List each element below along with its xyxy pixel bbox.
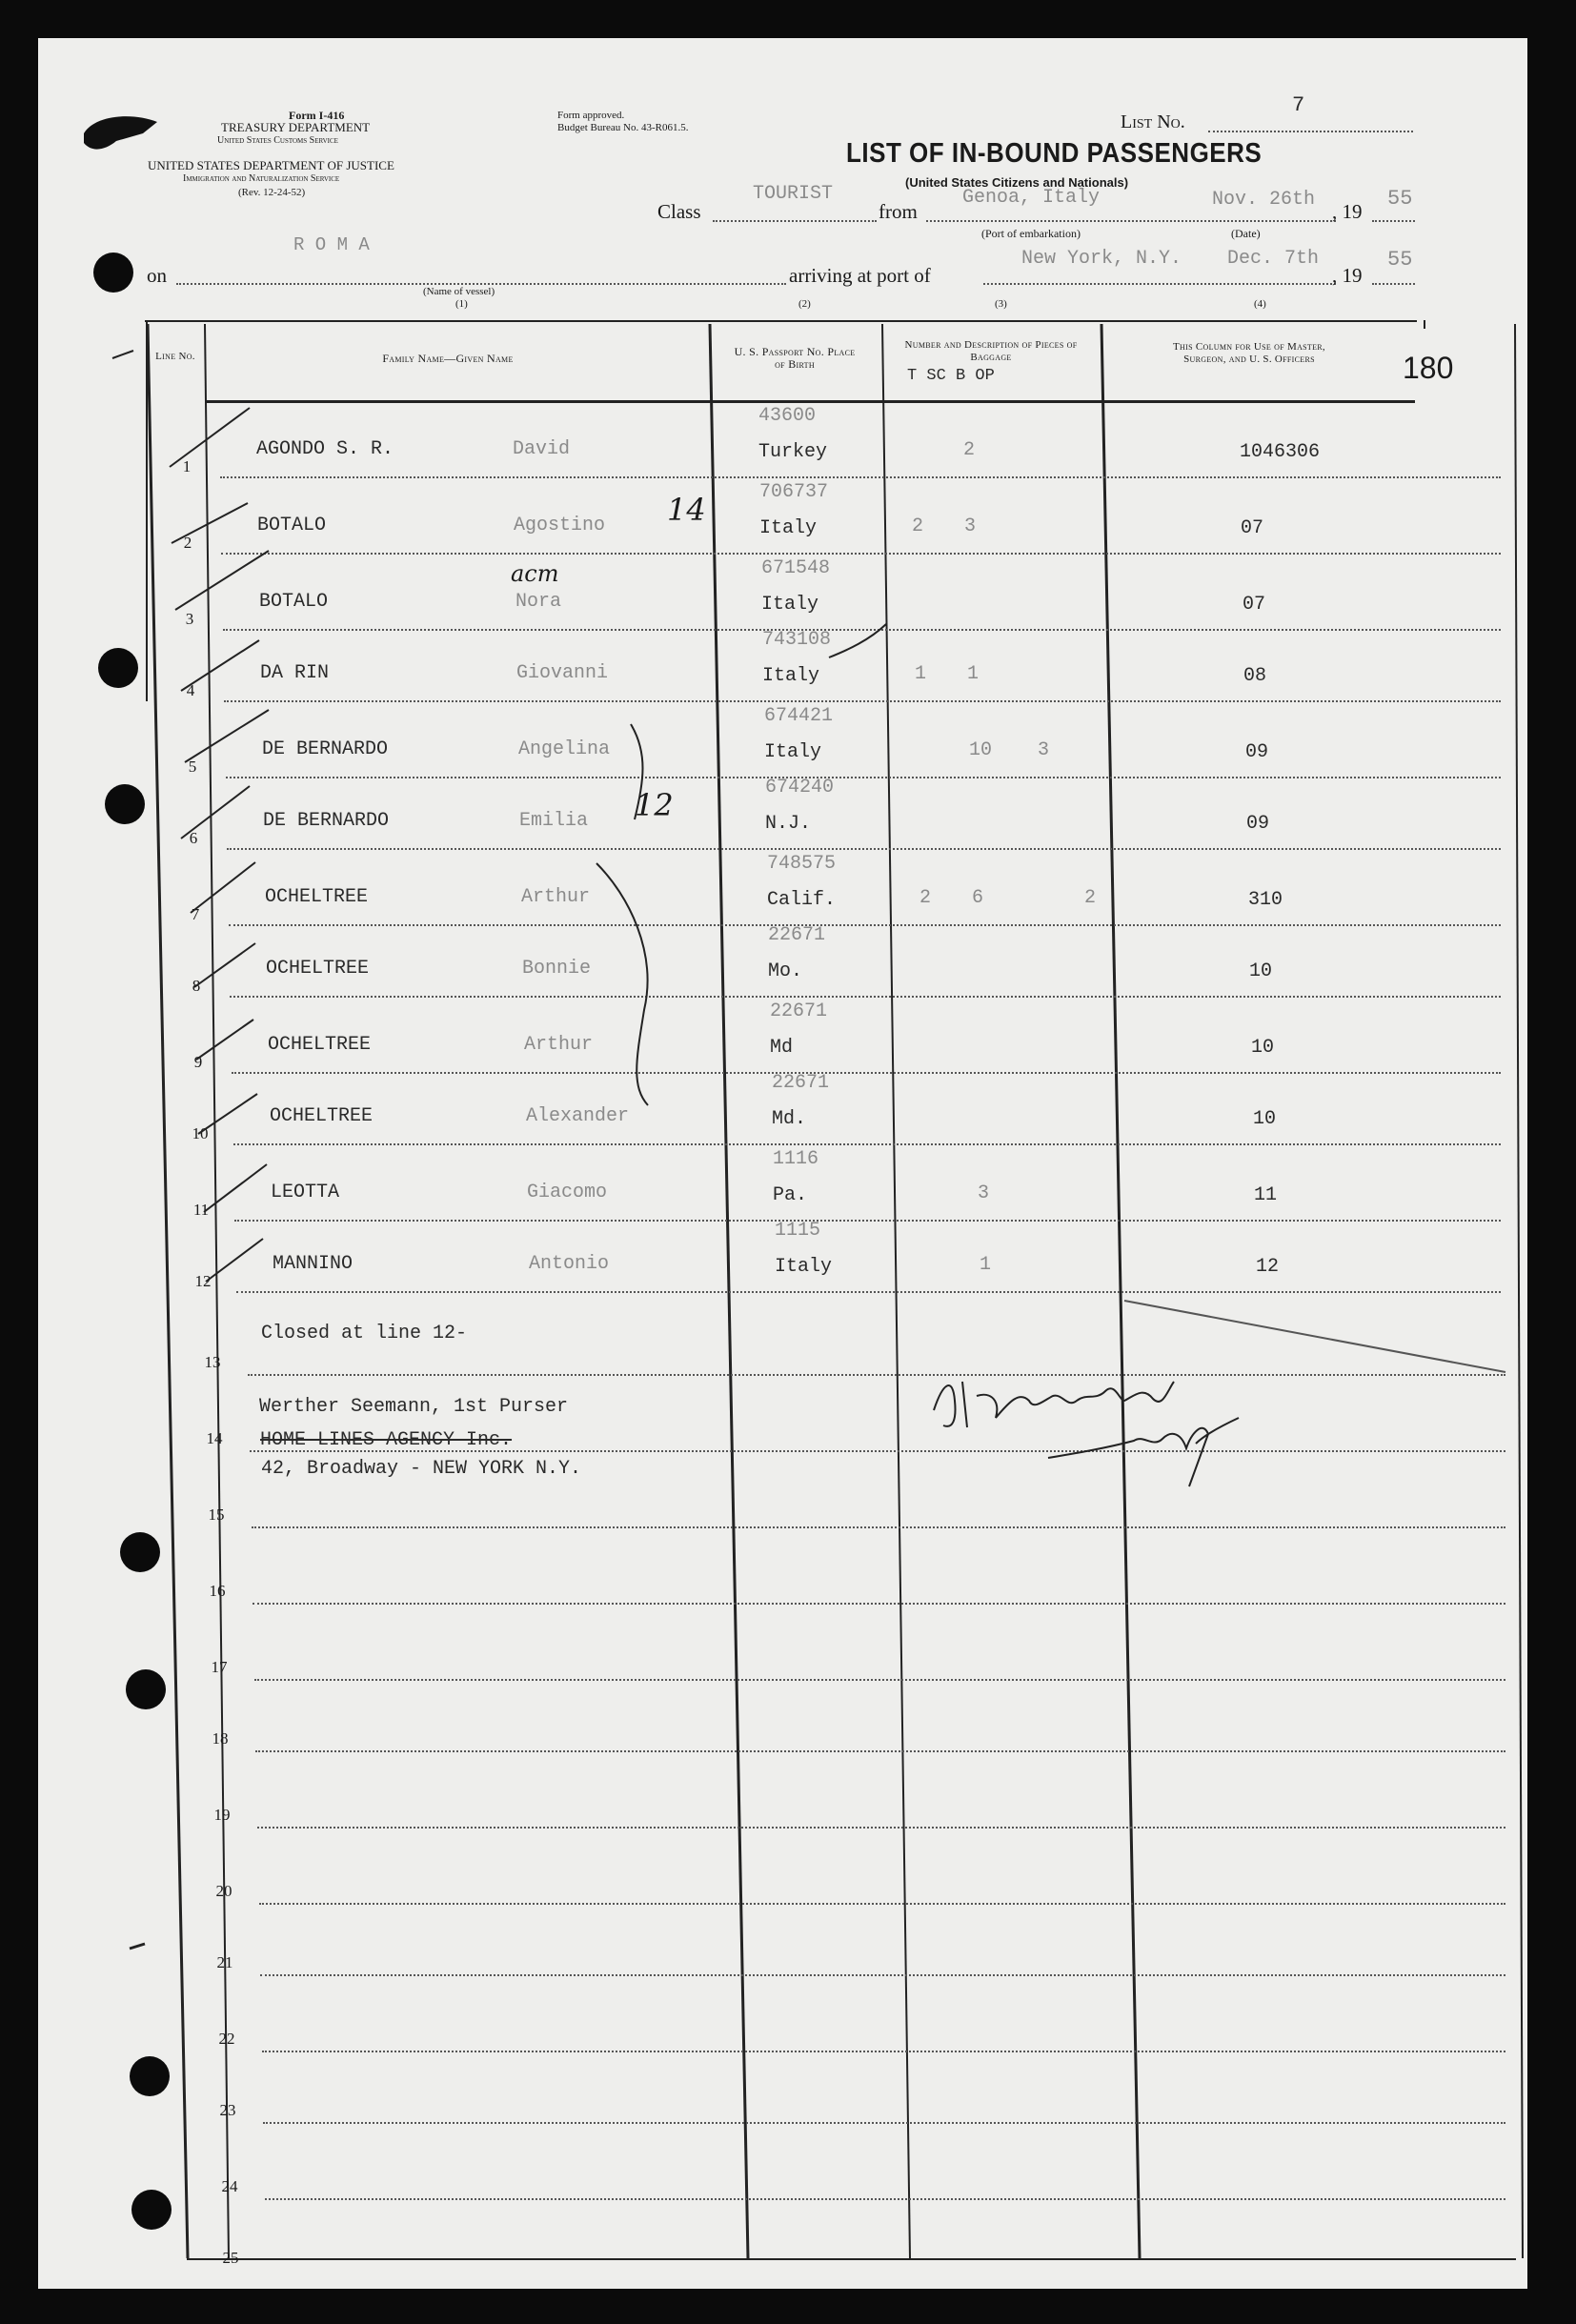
passport-number: 674421 — [764, 705, 834, 727]
place-of-birth: Mo. — [768, 960, 803, 982]
line-number: 19 — [213, 1806, 231, 1824]
col-caption-2: (2) — [798, 298, 811, 310]
class-value: TOURIST — [753, 183, 834, 205]
line-number: 12 — [194, 1272, 212, 1290]
officer-use: 10 — [1253, 1108, 1277, 1130]
line-number: 8 — [192, 977, 201, 995]
line-number: 10 — [192, 1124, 209, 1142]
budget-bureau: Budget Bureau No. 43-R061.5. — [557, 122, 689, 133]
officer-use: 10 — [1251, 1037, 1275, 1059]
line-number: 1 — [182, 457, 192, 475]
family-name: OCHELTREE — [270, 1105, 374, 1127]
col-header-baggage-sub: T SC B OP — [907, 367, 995, 385]
col-caption-4: (4) — [1254, 298, 1266, 310]
date-caption: (Date) — [1231, 227, 1261, 240]
baggage-sc: 1 — [980, 1254, 992, 1276]
officer-use: 07 — [1241, 517, 1264, 539]
officer-use: 08 — [1243, 665, 1267, 687]
col-caption-1: (1) — [455, 298, 468, 310]
officer-use: 07 — [1243, 594, 1266, 616]
place-of-birth: Italy — [761, 594, 819, 616]
baggage-op: 2 — [1084, 887, 1097, 909]
year1-value: 55 — [1387, 187, 1413, 211]
line-number: 4 — [186, 681, 195, 699]
line-number: 5 — [188, 758, 197, 776]
family-name: DE BERNARDO — [262, 738, 389, 760]
class-label: Class — [657, 200, 701, 223]
passport-number: 1116 — [773, 1148, 819, 1170]
list-subtitle: (United States Citizens and Nationals) — [905, 175, 1129, 190]
family-name: MANNINO — [273, 1253, 354, 1275]
line-number: 25 — [222, 2249, 239, 2267]
officer-use: 12 — [1256, 1256, 1280, 1278]
year1-prefix: , 19 — [1332, 200, 1363, 223]
line-number: 6 — [189, 829, 198, 847]
justice-dept: UNITED STATES DEPARTMENT OF JUSTICE — [148, 158, 394, 172]
baggage-sc: 3 — [964, 515, 977, 537]
form-approved: Form approved. — [557, 110, 625, 121]
passport-number: 22671 — [770, 1000, 828, 1022]
col-header-line-no: Line No. — [155, 351, 195, 362]
officer-use: 310 — [1248, 889, 1283, 911]
place-of-birth: Italy — [764, 741, 822, 763]
line-number: 16 — [209, 1582, 226, 1600]
given-name: David — [513, 438, 571, 460]
given-name: Emilia — [519, 810, 589, 832]
col-header-name: Family Name—Given Name — [382, 352, 514, 365]
handwritten-14: 14 — [667, 492, 706, 528]
family-name: OCHELTREE — [265, 886, 369, 908]
vessel-caption: (Name of vessel) — [423, 286, 495, 297]
given-name: Nora — [515, 591, 562, 613]
ins-service: Immigration and Naturalization Service — [183, 173, 340, 184]
line-number: 22 — [218, 2030, 235, 2048]
place-of-birth: Calif. — [767, 889, 837, 911]
baggage-t: 1 — [915, 663, 927, 685]
given-name: Arthur — [524, 1034, 594, 1056]
family-name: LEOTTA — [271, 1182, 340, 1203]
baggage-sc: 10 — [969, 739, 993, 761]
baggage-sc: 2 — [963, 439, 976, 461]
col-header-officers: This Column for Use of Master, Surgeon, and U. S. Officers — [1173, 341, 1325, 365]
place-of-birth: Pa. — [773, 1184, 808, 1206]
agency-address: 42, Broadway - NEW YORK N.Y. — [261, 1458, 582, 1480]
passport-number: 1115 — [775, 1220, 821, 1242]
baggage-t: 2 — [912, 515, 924, 537]
line-number: 14 — [206, 1429, 223, 1447]
from-value: Genoa, Italy — [962, 187, 1101, 209]
family-name: DA RIN — [260, 662, 330, 684]
line-number: 9 — [193, 1053, 203, 1071]
given-name: Antonio — [529, 1253, 610, 1275]
baggage-b: 3 — [1038, 739, 1050, 761]
handwritten-acm: acm — [511, 560, 559, 587]
baggage-sc: 1 — [967, 663, 980, 685]
place-of-birth: Italy — [759, 517, 818, 539]
passport-number: 743108 — [762, 629, 832, 651]
date2-value: Dec. 7th — [1227, 248, 1320, 270]
given-name: Giacomo — [527, 1182, 608, 1203]
place-of-birth: Md — [770, 1037, 794, 1059]
line-number: 17 — [211, 1658, 228, 1676]
line-number: 20 — [215, 1882, 232, 1900]
family-name: BOTALO — [259, 591, 329, 613]
year2-value: 55 — [1387, 248, 1413, 272]
place-of-birth: Md. — [772, 1108, 807, 1130]
vessel-name: R O M A — [293, 234, 370, 255]
line-number: 24 — [221, 2177, 238, 2195]
passport-number: 22671 — [772, 1072, 830, 1094]
port-caption: (Port of embarkation) — [981, 227, 1081, 240]
family-name: DE BERNARDO — [263, 810, 390, 832]
list-title: LIST OF IN-BOUND PASSENGERS — [846, 136, 1263, 169]
place-of-birth: Italy — [775, 1256, 833, 1278]
family-name: AGONDO S. R. — [256, 438, 394, 460]
form-number: Form I-416 — [289, 109, 345, 122]
place-of-birth: N.J. — [765, 813, 812, 835]
col-header-baggage: Number and Description of Pieces of Baggage — [904, 339, 1078, 363]
customs-service: United States Customs Service — [217, 135, 338, 146]
baggage-sc: 3 — [978, 1182, 990, 1204]
from-label: from — [879, 200, 918, 223]
line-number: 21 — [216, 1953, 233, 1971]
family-name: OCHELTREE — [266, 958, 370, 980]
place-of-birth: Turkey — [758, 441, 828, 463]
year2-prefix: , 19 — [1332, 264, 1363, 287]
line-number: 23 — [219, 2101, 236, 2119]
officer-use: 1046306 — [1240, 441, 1321, 463]
baggage-sc: 6 — [972, 887, 984, 909]
col-header-passport: U. S. Passport No. Place of Birth — [734, 345, 856, 371]
form-revision: (Rev. 12-24-52) — [238, 187, 306, 198]
passport-number: 674240 — [765, 777, 835, 798]
treasury-dept: TREASURY DEPARTMENT — [221, 120, 371, 134]
line-number: 13 — [204, 1353, 221, 1371]
list-no-label: List No. — [1121, 111, 1185, 132]
officer-use: 11 — [1254, 1184, 1278, 1206]
family-name: OCHELTREE — [268, 1034, 372, 1056]
given-name: Agostino — [514, 515, 606, 536]
agency-name: HOME LINES AGENCY Inc. — [260, 1429, 513, 1451]
closed-at-line: Closed at line 12- — [261, 1323, 468, 1344]
passport-number: 22671 — [768, 924, 826, 946]
line-number: 2 — [183, 534, 192, 552]
line-number: 15 — [208, 1506, 225, 1524]
place-of-birth: Italy — [762, 665, 820, 687]
given-name: Arthur — [521, 886, 591, 908]
officer-use: 10 — [1249, 960, 1273, 982]
list-no-value: 7 — [1292, 93, 1305, 117]
line-number: 3 — [185, 610, 194, 628]
line-number: 18 — [212, 1729, 229, 1748]
col-caption-3: (3) — [995, 298, 1007, 310]
given-name: Bonnie — [522, 958, 592, 980]
officer-use: 09 — [1245, 741, 1269, 763]
family-name: BOTALO — [257, 515, 327, 536]
given-name: Alexander — [526, 1105, 630, 1127]
passport-number: 671548 — [761, 557, 831, 579]
line-number: 11 — [192, 1201, 210, 1219]
baggage-t: 2 — [919, 887, 932, 909]
date1-value: Nov. 26th — [1212, 189, 1316, 211]
handwritten-12: 12 — [635, 787, 674, 823]
given-name: Angelina — [518, 738, 611, 760]
line-number: 7 — [191, 905, 200, 923]
arrival-port: New York, N.Y. — [1021, 248, 1182, 270]
passport-number: 748575 — [767, 853, 837, 875]
given-name: Giovanni — [516, 662, 609, 684]
passport-number: 43600 — [758, 405, 817, 427]
officer-use: 09 — [1246, 813, 1270, 835]
arriving-label: arriving at port of — [789, 264, 931, 287]
page-number: 180 — [1403, 351, 1454, 385]
passport-number: 706737 — [759, 481, 829, 503]
purser-name: Werther Seemann, 1st Purser — [259, 1396, 569, 1418]
on-label: on — [147, 264, 167, 287]
